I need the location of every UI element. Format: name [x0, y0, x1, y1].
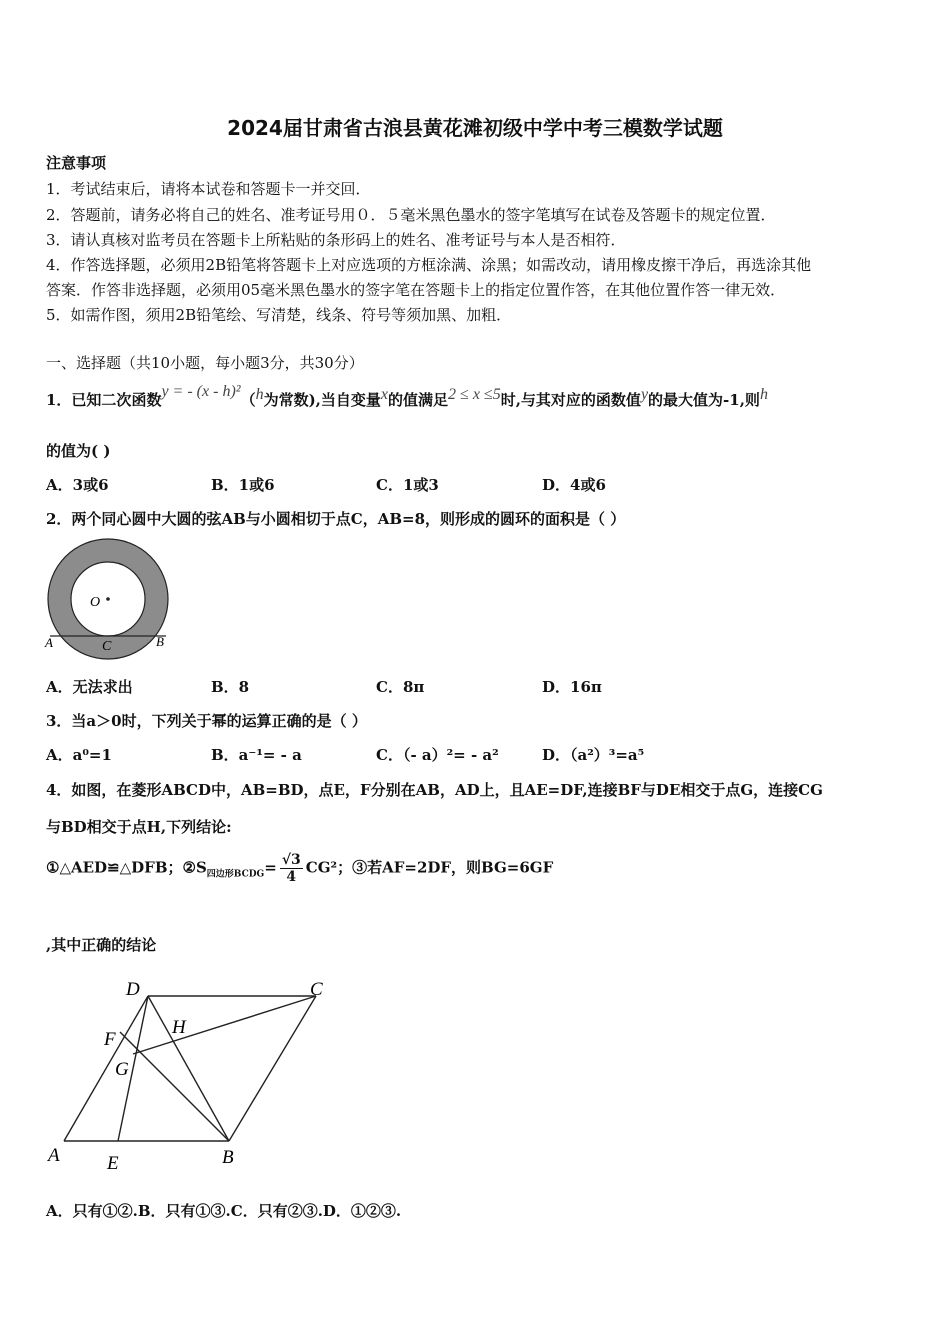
q1-line2: 的值为( ): [46, 442, 111, 460]
q1-text: 时,与其对应的函数值: [500, 391, 641, 409]
segment-gc: [133, 996, 316, 1054]
option: B．a⁻¹= - a: [211, 746, 302, 764]
section-heading: 一、选择题（共10小题，每小题3分，共30分）: [46, 354, 364, 372]
label-b: B: [222, 1147, 234, 1168]
option: A．a⁰=1: [46, 746, 112, 764]
label-c: C: [102, 639, 112, 654]
q4-options: A．只有①②.B．只有①③.C．只有②③.D．①②③.: [46, 1202, 402, 1220]
option: B．8: [211, 678, 250, 696]
segment-ad: [64, 996, 148, 1141]
option: A．3或6: [46, 476, 109, 494]
q1-var: x: [380, 386, 389, 403]
q1-text: 1．已知二次函数: [46, 391, 162, 409]
option: B．1或6: [211, 476, 275, 494]
label-c: C: [310, 979, 323, 1000]
question-1: [46, 383, 768, 410]
q4-concl-eq: =: [264, 858, 277, 877]
fraction-den: 4: [286, 869, 297, 885]
label-a: A: [48, 1145, 60, 1166]
segment-fb: [120, 1032, 229, 1141]
option: A．无法求出: [46, 678, 133, 696]
label-o: O: [90, 595, 101, 610]
q1-text: （: [240, 391, 256, 409]
notice-heading: 注意事项: [46, 154, 107, 172]
q4-concl-sub: 四边形BCDG: [206, 869, 265, 880]
q1-var: y: [640, 386, 649, 403]
q1-var: h: [255, 386, 264, 403]
q1-text: 的最大值为-1,则: [648, 391, 760, 409]
label-b: B: [156, 634, 164, 649]
q1-text: 的值满足: [388, 391, 449, 409]
rhombus-figure: [44, 975, 344, 1175]
q4-conclusions: [46, 852, 553, 885]
notice-item: 1．考试结束后，请将本试卷和答题卡一并交回．: [46, 180, 371, 198]
q1-formula: y = - (x - h)²: [161, 383, 241, 400]
notice-item: 3．请认真核对监考员在答题卡上所粘贴的条形码上的姓名、准考证号与本人是否相符．: [46, 231, 626, 249]
label-d: D: [126, 979, 140, 1000]
label-f: F: [104, 1029, 116, 1050]
option: D．4或6: [542, 476, 606, 494]
option: D．16π: [542, 678, 602, 696]
question-4: 4．如图，在菱形ABCD中，AB=BD，点E，F分别在AB，AD上，且AE=DF,连接BF与DE相交于点G，连接CG: [46, 781, 823, 799]
notice-item: 4．作答选择题，必须用2B铅笔将答题卡上对应选项的方框涂满、涂黑；如需改动，请用橡皮擦干净后，再选涂其他: [46, 256, 812, 274]
annulus-figure: [44, 538, 174, 660]
fraction-num: √3: [281, 852, 301, 868]
option: C．1或3: [376, 476, 439, 494]
option: C．8π: [376, 678, 425, 696]
q4-concl-text: ①△AED≌△DFB；②S: [46, 858, 207, 877]
option: C．（- a）²= - a²: [376, 746, 499, 764]
q1-var: h: [759, 386, 768, 403]
q1-range: 2 ≤ x ≤5: [448, 386, 501, 403]
segment-db: [148, 996, 229, 1141]
q4-concl-text: CG²；③若AF=2DF，则BG=6GF: [305, 858, 554, 877]
segment-bc: [229, 996, 316, 1141]
label-h: H: [172, 1017, 186, 1038]
fraction: [280, 852, 303, 885]
page-title: 2024届甘肃省古浪县黄花滩初级中学中考三模数学试题: [227, 116, 723, 140]
notice-item: 2．答题前，请务必将自己的姓名、准考证号用０．５毫米黑色墨水的签字笔填写在试卷及答题卡的规定位置．: [46, 206, 776, 224]
label-e: E: [107, 1153, 119, 1174]
question-2: 2．两个同心圆中大圆的弦AB与小圆相切于点C，AB=8，则形成的圆环的面积是（ ）: [46, 510, 626, 528]
notice-item: 答案．作答非选择题，必须用05毫米黑色墨水的签字笔在答题卡上的指定位置作答，在其他位置作答一律无效．: [46, 281, 786, 299]
q4-line4: ,其中正确的结论: [46, 936, 157, 954]
option: D．（a²）³=a⁵: [542, 746, 645, 764]
notice-item: 5．如需作图，须用2B铅笔绘、写清楚，线条、符号等须加黑、加粗．: [46, 306, 512, 324]
label-a: A: [45, 635, 53, 650]
q4-line2: 与BD相交于点H,下列结论:: [46, 818, 232, 836]
q1-text: 为常数),当自变量: [263, 391, 381, 409]
center-point: [106, 597, 110, 601]
question-3: 3．当a＞0时，下列关于幂的运算正确的是（ ）: [46, 712, 367, 730]
label-g: G: [115, 1059, 129, 1080]
